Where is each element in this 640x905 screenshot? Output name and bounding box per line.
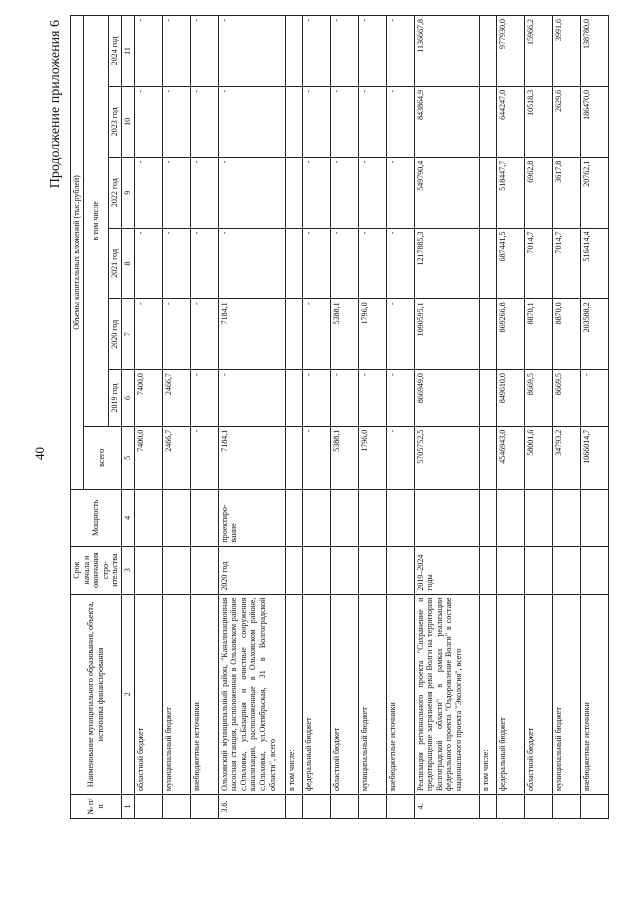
value-y2019: - xyxy=(218,370,285,427)
value-y2023: - xyxy=(190,86,218,157)
row-name: в том числе: xyxy=(479,594,496,794)
value-y2024: 15966,2 xyxy=(524,16,552,87)
col-index: 9 xyxy=(121,157,134,228)
header-including: в том числе xyxy=(83,16,109,427)
row-term xyxy=(524,546,552,594)
value-y2021: 687441,5 xyxy=(496,228,524,299)
value-y2020: - xyxy=(134,299,162,370)
value-y2024: - xyxy=(134,16,162,87)
table-row xyxy=(358,16,386,819)
value-y2023: - xyxy=(302,86,330,157)
value-y2022: 549790,4 xyxy=(414,157,479,228)
table-body xyxy=(134,16,608,819)
row-capacity xyxy=(524,489,552,546)
value-y2023: - xyxy=(330,86,358,157)
header-year: 2022 год xyxy=(109,157,122,228)
row-term xyxy=(580,546,608,594)
row-name: Ольховский муниципальный район, "Канализационная насосная станция, расположенная в Ольховском районе с.Ольховка, ул.Базарная и очистные сооружения канализации, расположенные в Ольховском районе, с.Ольховка, ул.Октябрьская, 31 в Волгоградской области", всего xyxy=(218,594,285,794)
empty-cell xyxy=(285,16,302,87)
page-number: 40 xyxy=(32,447,47,460)
value-y2022: - xyxy=(358,157,386,228)
value-y2020: 5388,1 xyxy=(330,299,358,370)
value-total: 5388,1 xyxy=(330,426,358,489)
empty-cell xyxy=(285,546,302,594)
value-y2020: 1796,0 xyxy=(358,299,386,370)
table-row xyxy=(285,16,302,819)
value-y2020: - xyxy=(162,299,190,370)
value-y2022: - xyxy=(330,157,358,228)
value-y2019: - xyxy=(580,370,608,427)
column-index-row xyxy=(121,16,134,819)
empty-cell xyxy=(479,546,496,594)
value-total: 1066014,7 xyxy=(580,426,608,489)
value-y2024: 977930,0 xyxy=(496,16,524,87)
capital-investment-table xyxy=(70,15,609,819)
value-y2019: 8669,5 xyxy=(524,370,552,427)
col-index: 4 xyxy=(121,489,134,546)
value-y2023: 843864,9 xyxy=(414,86,479,157)
row-term xyxy=(162,546,190,594)
value-y2020: - xyxy=(302,299,330,370)
value-y2020: - xyxy=(190,299,218,370)
value-total: 2466,7 xyxy=(162,426,190,489)
row-name: внебюджетные источники xyxy=(190,594,218,794)
header-year: 2023 год xyxy=(109,86,122,157)
empty-cell xyxy=(479,489,496,546)
value-y2022: 20762,1 xyxy=(580,157,608,228)
value-y2022: - xyxy=(134,157,162,228)
col-index: 11 xyxy=(121,16,134,87)
value-y2022: - xyxy=(218,157,285,228)
row-term xyxy=(302,546,330,594)
row-num xyxy=(386,795,414,819)
row-capacity xyxy=(302,489,330,546)
row-term: 2020 год xyxy=(218,546,285,594)
value-y2021: - xyxy=(162,228,190,299)
table-row xyxy=(496,16,524,819)
value-y2022: 6962,8 xyxy=(524,157,552,228)
empty-cell xyxy=(285,370,302,427)
header-total: всего xyxy=(83,426,121,489)
value-y2024: - xyxy=(358,16,386,87)
row-name: федеральный бюджет xyxy=(496,594,524,794)
row-num xyxy=(358,795,386,819)
empty-cell xyxy=(285,86,302,157)
table-row xyxy=(330,16,358,819)
row-capacity xyxy=(414,489,479,546)
row-capacity xyxy=(386,489,414,546)
value-y2019: - xyxy=(358,370,386,427)
row-num xyxy=(580,795,608,819)
col-index: 2 xyxy=(121,594,134,794)
col-index: 10 xyxy=(121,86,134,157)
row-num: 3.6. xyxy=(218,795,285,819)
value-total: 1796,0 xyxy=(358,426,386,489)
col-index: 7 xyxy=(121,299,134,370)
table-row xyxy=(580,16,608,819)
value-y2021: 7014,7 xyxy=(552,228,580,299)
row-num xyxy=(496,795,524,819)
row-num xyxy=(552,795,580,819)
value-y2020: 7184,1 xyxy=(218,299,285,370)
row-name: Реализация регионального проекта "Сохранение и предотвращение загрязнения реки Волги на территории Волгоградской области" в рамках реализации федерального проекта "Оздоровление Волги" в составе национального проекта "Экология", всего xyxy=(414,594,479,794)
empty-cell xyxy=(285,299,302,370)
empty-cell xyxy=(479,16,496,87)
value-y2021: - xyxy=(190,228,218,299)
row-capacity xyxy=(580,489,608,546)
row-num xyxy=(302,795,330,819)
value-y2019: - xyxy=(330,370,358,427)
row-term xyxy=(330,546,358,594)
value-total: 5705752,5 xyxy=(414,426,479,489)
value-y2024: - xyxy=(218,16,285,87)
row-num xyxy=(479,795,496,819)
header-year: 2024 год xyxy=(109,16,122,87)
empty-cell xyxy=(479,157,496,228)
row-num xyxy=(190,795,218,819)
row-capacity xyxy=(190,489,218,546)
value-y2023: - xyxy=(358,86,386,157)
row-term xyxy=(358,546,386,594)
table-row xyxy=(552,16,580,819)
value-y2022: - xyxy=(190,157,218,228)
header-year: 2021 год xyxy=(109,228,122,299)
row-capacity xyxy=(134,489,162,546)
col-index: 1 xyxy=(121,795,134,819)
value-y2023: - xyxy=(134,86,162,157)
value-y2019: 8669,5 xyxy=(552,370,580,427)
value-total: 34793,2 xyxy=(552,426,580,489)
row-name: федеральный бюджет xyxy=(302,594,330,794)
value-y2024: 138780,0 xyxy=(580,16,608,87)
table-row xyxy=(524,16,552,819)
value-y2022: - xyxy=(302,157,330,228)
header-year: 2020 год xyxy=(109,299,122,370)
empty-cell xyxy=(479,370,496,427)
value-y2020: 203588,2 xyxy=(580,299,608,370)
row-num xyxy=(285,795,302,819)
value-y2023: - xyxy=(218,86,285,157)
value-y2020: 1090595,1 xyxy=(414,299,479,370)
row-num xyxy=(134,795,162,819)
value-total: 4546943,0 xyxy=(496,426,524,489)
empty-cell xyxy=(479,228,496,299)
value-y2019: 849610,0 xyxy=(496,370,524,427)
col-index: 5 xyxy=(121,426,134,489)
table-row xyxy=(134,16,162,819)
header-capacity: Мощность xyxy=(71,489,122,546)
row-term xyxy=(496,546,524,594)
col-index: 3 xyxy=(121,546,134,594)
value-y2019: - xyxy=(302,370,330,427)
value-y2024: - xyxy=(162,16,190,87)
value-y2022: 3617,8 xyxy=(552,157,580,228)
empty-cell xyxy=(285,489,302,546)
value-y2022: 518447,7 xyxy=(496,157,524,228)
empty-cell xyxy=(285,157,302,228)
row-capacity xyxy=(358,489,386,546)
table-row xyxy=(414,16,479,819)
value-y2021: - xyxy=(134,228,162,299)
value-y2020: 869266,8 xyxy=(496,299,524,370)
value-y2023: - xyxy=(162,86,190,157)
header-year: 2019 год xyxy=(109,370,122,427)
value-y2024: 3991,6 xyxy=(552,16,580,87)
empty-cell xyxy=(285,228,302,299)
value-y2020: - xyxy=(386,299,414,370)
table-row xyxy=(190,16,218,819)
value-y2024: - xyxy=(190,16,218,87)
row-name: муниципальный бюджет xyxy=(358,594,386,794)
value-y2019: 7400,0 xyxy=(134,370,162,427)
header-investments: Объемы капитальных вложений (тыс.рублей) xyxy=(71,16,84,490)
empty-cell xyxy=(479,426,496,489)
row-name: муниципальный бюджет xyxy=(162,594,190,794)
value-total: - xyxy=(302,426,330,489)
value-y2019: 866949,0 xyxy=(414,370,479,427)
value-y2021: - xyxy=(218,228,285,299)
value-y2022: - xyxy=(386,157,414,228)
table-row xyxy=(386,16,414,819)
row-name: внебюджетные источники xyxy=(580,594,608,794)
value-total: - xyxy=(386,426,414,489)
header-term: Срок начала и окончания строительства xyxy=(71,546,122,594)
value-y2024: 1136667,8 xyxy=(414,16,479,87)
row-term xyxy=(134,546,162,594)
value-y2022: - xyxy=(162,157,190,228)
row-term xyxy=(190,546,218,594)
row-term xyxy=(552,546,580,594)
value-y2024: - xyxy=(386,16,414,87)
row-name: внебюджетные источники xyxy=(386,594,414,794)
value-total: 58001,6 xyxy=(524,426,552,489)
empty-cell xyxy=(479,299,496,370)
row-term xyxy=(386,546,414,594)
value-y2021: 516414,4 xyxy=(580,228,608,299)
value-y2021: - xyxy=(358,228,386,299)
row-name: областной бюджет xyxy=(134,594,162,794)
value-y2023: 644247,0 xyxy=(496,86,524,157)
row-capacity xyxy=(496,489,524,546)
value-total: 7400,0 xyxy=(134,426,162,489)
value-y2024: - xyxy=(330,16,358,87)
row-name: областной бюджет xyxy=(330,594,358,794)
table-row xyxy=(479,16,496,819)
row-num xyxy=(162,795,190,819)
value-y2024: - xyxy=(302,16,330,87)
value-total: - xyxy=(190,426,218,489)
value-total: 7184,1 xyxy=(218,426,285,489)
header-num: № п/п xyxy=(71,795,122,819)
empty-cell xyxy=(285,426,302,489)
table-row xyxy=(302,16,330,819)
col-index: 6 xyxy=(121,370,134,427)
table-row xyxy=(162,16,190,819)
row-name: муниципальный бюджет xyxy=(552,594,580,794)
row-num xyxy=(330,795,358,819)
value-y2023: 186470,0 xyxy=(580,86,608,157)
row-capacity xyxy=(162,489,190,546)
value-y2021: - xyxy=(386,228,414,299)
value-y2023: 10518,3 xyxy=(524,86,552,157)
value-y2021: - xyxy=(302,228,330,299)
row-capacity xyxy=(330,489,358,546)
row-capacity xyxy=(552,489,580,546)
value-y2019: - xyxy=(190,370,218,427)
row-term: 2019–2024 годы xyxy=(414,546,479,594)
value-y2023: 2629,6 xyxy=(552,86,580,157)
value-y2021: 1217885,3 xyxy=(414,228,479,299)
empty-cell xyxy=(479,86,496,157)
value-y2019: 2466,7 xyxy=(162,370,190,427)
continuation-title: Продолжение приложения 6 xyxy=(48,20,63,189)
value-y2021: 7014,7 xyxy=(524,228,552,299)
row-name: в том числе: xyxy=(285,594,302,794)
header-name: Наименование муниципального образования, объекта, источника финансирования xyxy=(71,594,122,794)
row-capacity: проектирование xyxy=(218,489,285,546)
row-name: областной бюджет xyxy=(524,594,552,794)
value-y2021: - xyxy=(330,228,358,299)
value-y2020: 8870,1 xyxy=(524,299,552,370)
col-index: 8 xyxy=(121,228,134,299)
value-y2019: - xyxy=(386,370,414,427)
row-num: 4. xyxy=(414,795,479,819)
value-y2023: - xyxy=(386,86,414,157)
row-num xyxy=(524,795,552,819)
value-y2020: 8870,0 xyxy=(552,299,580,370)
table-row xyxy=(218,16,285,819)
